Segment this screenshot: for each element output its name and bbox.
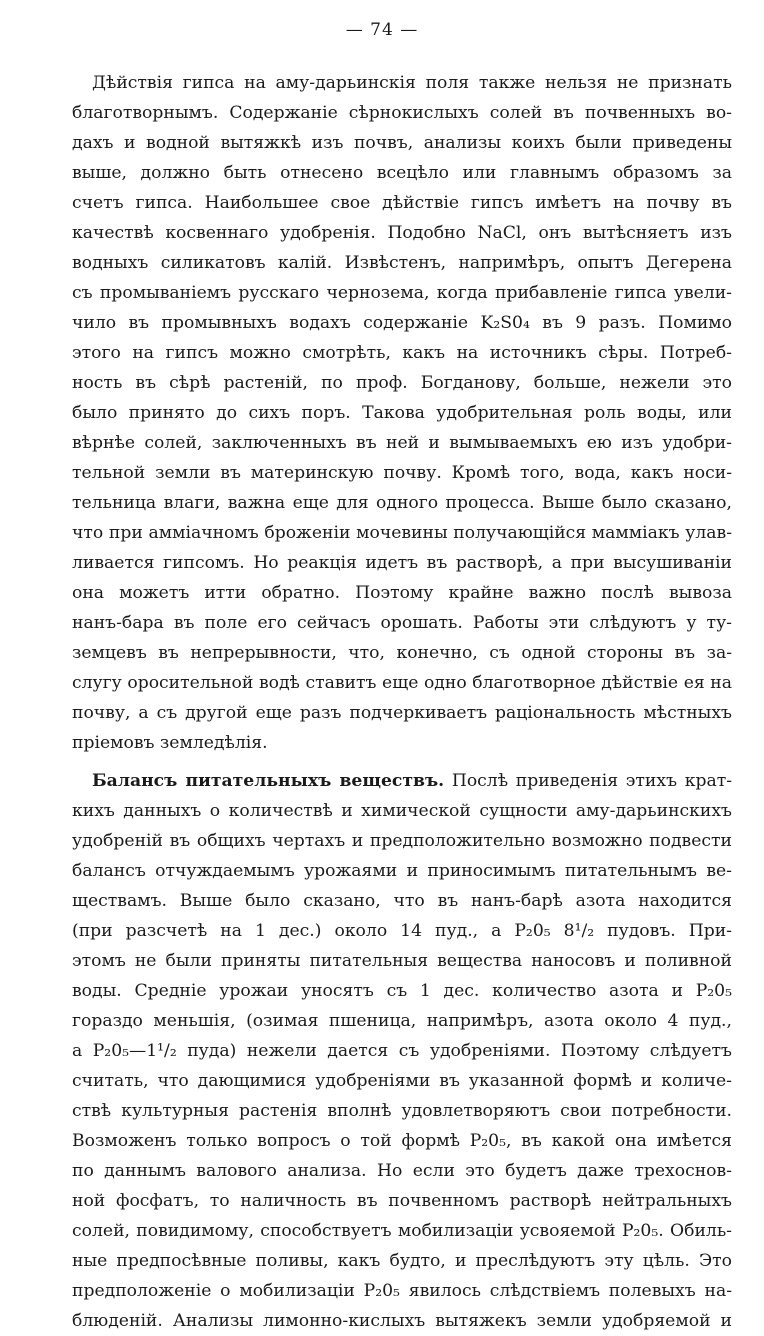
text-line: гораздо меньшія, (озимая пшеница, напримѣръ, азота около 4 пуд.,	[72, 1011, 732, 1031]
text-line: ные предпосѣвные поливы, какъ будто, и преслѣдуютъ эту цѣль. Это	[72, 1251, 732, 1271]
text-line: вѣрнѣе солей, заключенныхъ въ ней и вымываемыхъ ею изъ удобри-	[72, 433, 732, 453]
text-line: (при разсчетѣ на 1 дес.) около 14 пуд., а P₂0₅ 8¹/₂ пудовъ. При-	[72, 921, 732, 941]
text-line: качествѣ косвеннаго удобренія. Подобно NaCl, онъ вытѣсняетъ изъ	[72, 223, 732, 243]
text-line: балансъ отчуждаемымъ урожаями и приносимымъ питательнымъ ве-	[72, 861, 732, 881]
page-number: — 74 —	[345, 20, 419, 40]
text-line: воды. Средніе урожаи уносятъ съ 1 дес. количество азота и P₂0₅	[72, 981, 732, 1001]
text-line: было принято до сихъ поръ. Такова удобрительная роль воды, или	[72, 403, 732, 423]
text-line: чило въ промывныхъ водахъ содержаніе K₂S0₄ въ 9 разъ. Помимо	[72, 313, 732, 333]
text-line: ливается гипсомъ. Но реакція идетъ въ растворѣ, а при высушиваніи	[72, 553, 732, 573]
text-line: этомъ не были приняты питательныя вещества наносовъ и поливной	[72, 951, 732, 971]
text-line: ществамъ. Выше было сказано, что въ нанъ-барѣ азота находится	[72, 891, 732, 911]
body-text	[72, 68, 732, 1336]
text-line: пріемовъ земледѣлія.	[72, 733, 268, 753]
paragraph-gypsum-effects	[72, 68, 732, 758]
text-line: считать, что дающимися удобреніями въ указанной формѣ и количе-	[72, 1071, 732, 1091]
text-line: этого на гипсъ можно смотрѣть, какъ на источникъ сѣры. Потреб-	[72, 343, 732, 363]
text-line: блюденій. Анализы лимонно-кислыхъ вытяжекъ земли удобряемой и	[72, 1311, 732, 1331]
paragraph-gap	[72, 758, 732, 766]
text-line: тельница влаги, важна еще для одного процесса. Выше было сказано,	[72, 493, 732, 513]
text-line: а P₂0₅—1¹/₂ пуда) нежели дается съ удобреніями. Поэтому слѣдуетъ	[72, 1041, 732, 1061]
text-line: дахъ и водной вытяжкѣ изъ почвъ, анализы коихъ были приведены	[72, 133, 732, 153]
text-line: выше, должно быть отнесено всецѣло или главнымъ образомъ за	[72, 163, 732, 183]
heading-line-rest: Послѣ приведенія этихъ крат-	[444, 771, 733, 791]
text-line: нанъ-бара въ поле его сейчасъ орошать. Работы эти слѣдуютъ у ту-	[72, 613, 732, 633]
text-line: солей, повидимому, способствуетъ мобилизаціи усвояемой P₂0₅. Обиль-	[72, 1221, 732, 1241]
text-line: Дѣйствія гипса на аму-дарьинскія поля также нельзя не признать	[92, 73, 732, 93]
text-line	[72, 766, 732, 796]
text-line: слугу оросительной водѣ ставитъ еще одно благотворное дѣйствіе ея на	[72, 673, 732, 693]
text-line: водныхъ силикатовъ калій. Извѣстенъ, напримѣръ, опытъ Дегерена	[72, 253, 732, 273]
paragraph-nutrient-balance	[72, 766, 732, 1336]
section-heading: Балансъ питательныхъ веществъ.	[92, 771, 445, 791]
text-line: предположеніе о мобилизаціи P₂0₅ явилось слѣдствіемъ полевыхъ на-	[72, 1281, 732, 1301]
text-line: почву, а съ другой еще разъ подчеркиваетъ раціональность мѣстныхъ	[72, 703, 732, 723]
text-line: съ промываніемъ русскаго чернозема, когда прибавленіе гипса увели-	[72, 283, 732, 303]
text-line: тельной земли въ материнскую почву. Кромѣ того, вода, какъ носи-	[72, 463, 732, 483]
text-line: ной фосфатъ, то наличность въ почвенномъ растворѣ нейтральныхъ	[72, 1191, 732, 1211]
text-line: удобреній въ общихъ чертахъ и предположительно возможно подвести	[72, 831, 732, 851]
text-line: ность въ сѣрѣ растеній, по проф. Богданову, больше, нежели это	[72, 373, 732, 393]
text-line: что при аммiачномъ броженіи мочевины получающійся мамміакъ улав-	[72, 523, 732, 543]
text-line: ствѣ культурныя растенія вполнѣ удовлетворяютъ свои потребности.	[72, 1101, 732, 1121]
text-line: благотворнымъ. Содержаніе сѣрнокислыхъ солей въ почвенныхъ во-	[72, 103, 732, 123]
text-line: кихъ данныхъ о количествѣ и химической сущности аму-дарьинскихъ	[72, 801, 732, 821]
text-line: по даннымъ валового анализа. Но если это будетъ даже трехоснов-	[72, 1161, 732, 1181]
text-line: счетъ гипса. Наибольшее свое дѣйствіе гипсъ имѣетъ на почву въ	[72, 193, 732, 213]
text-line: земцевъ въ непрерывности, что, конечно, съ одной стороны въ за-	[72, 643, 732, 663]
text-line: она можетъ итти обратно. Поэтому крайне важно послѣ вывоза	[72, 583, 732, 603]
text-line: Возможенъ только вопросъ о той формѣ P₂0₅, въ какой она имѣется	[72, 1131, 732, 1151]
